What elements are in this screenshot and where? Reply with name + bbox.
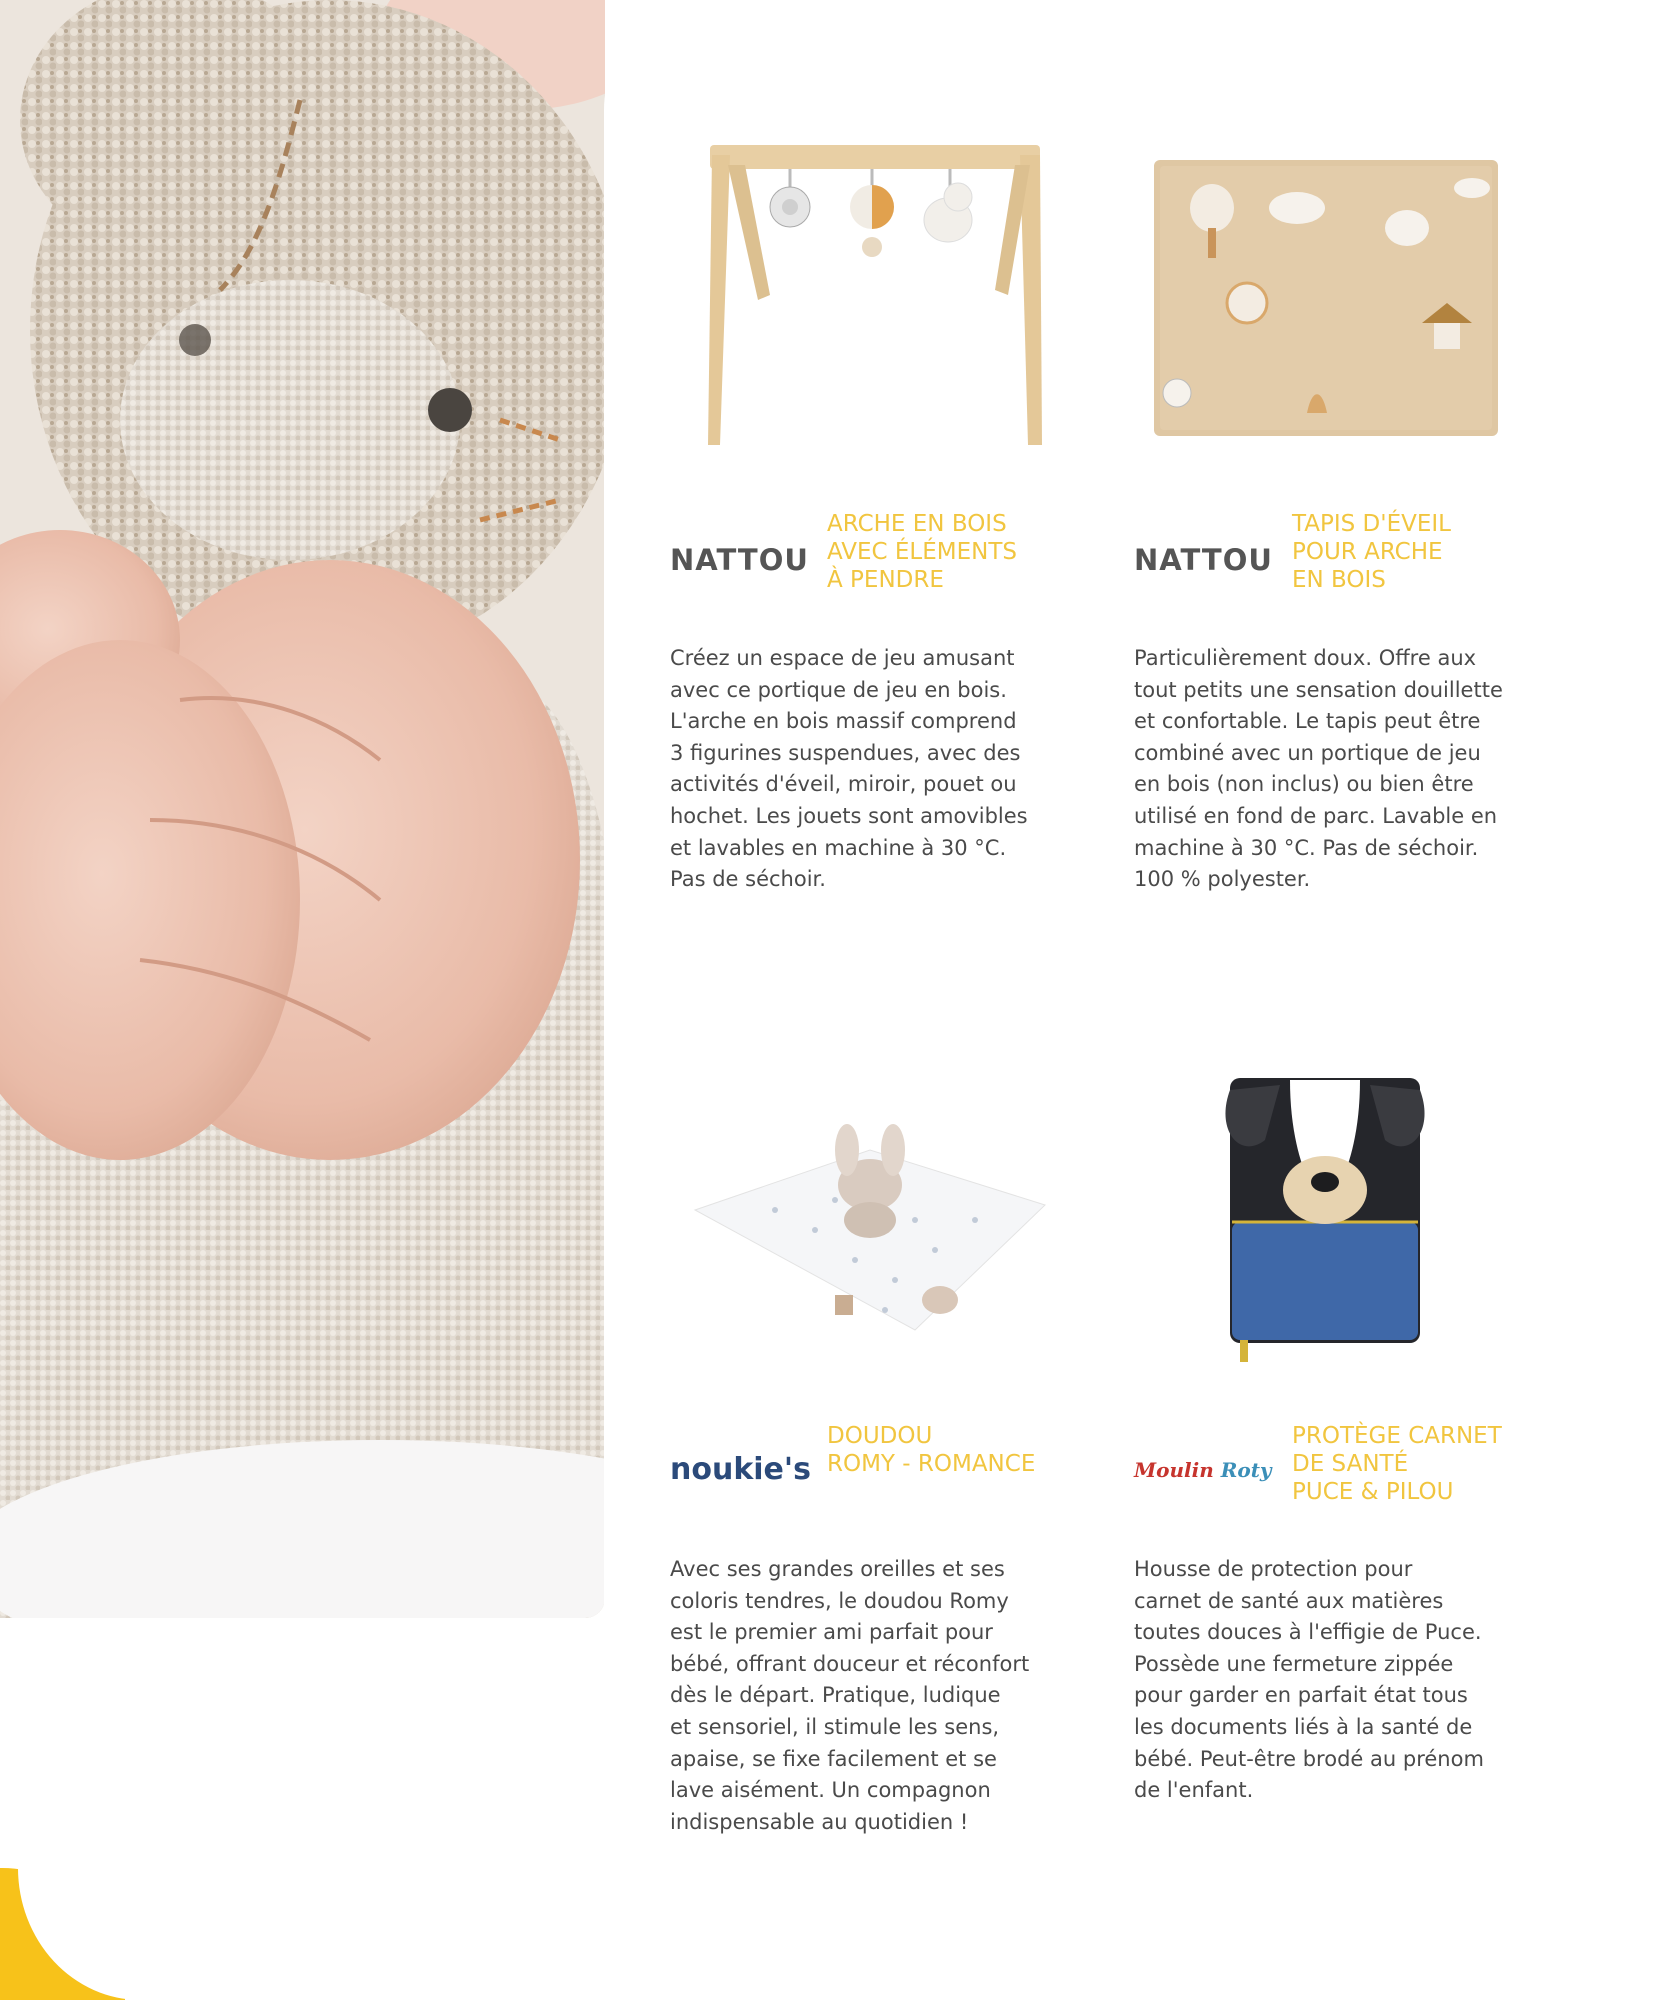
product-title-doudou [827, 1422, 1035, 1478]
description-line: avec ce portique de jeu en bois. [670, 677, 1007, 702]
description-line: L'arche en bois massif comprend [670, 709, 1017, 734]
product-description-health-book-cover [1134, 1554, 1554, 1807]
title-line: ARCHE EN BOIS [827, 511, 1007, 537]
description-line: bébé. Peut-être brodé au prénom [1134, 1746, 1484, 1771]
description-line: dès le départ. Pratique, ludique [670, 1683, 1001, 1708]
product-description-play-mat [1134, 643, 1554, 896]
hero-photo [0, 0, 605, 1618]
product-image-play-mat [1152, 158, 1500, 440]
description-line: 100 % polyester. [1134, 867, 1311, 892]
description-line: et lavables en machine à 30 °C. [670, 835, 1007, 860]
description-line: bébé, offrant douceur et réconfort [670, 1651, 1030, 1676]
title-line: TAPIS D'ÉVEIL [1292, 511, 1451, 537]
description-line: de l'enfant. [1134, 1778, 1254, 1803]
description-line: Avec ses grandes oreilles et ses [670, 1557, 1005, 1581]
description-line: machine à 30 °C. Pas de séchoir. [1134, 835, 1479, 860]
brand-logo-nattou: NATTOU [670, 543, 809, 577]
brand-logo-part: Moulin [1134, 1458, 1214, 1482]
product-title-play-mat [1292, 510, 1451, 594]
product-description-play-arch [670, 643, 1090, 896]
product-image-doudou [685, 1110, 1055, 1335]
description-line: pour garder en parfait état tous [1134, 1683, 1468, 1708]
description-line: lave aisément. Un compagnon [670, 1778, 991, 1803]
product-title-health-book-cover [1292, 1422, 1502, 1506]
description-line: Housse de protection pour [1134, 1557, 1413, 1581]
description-line: hochet. Les jouets sont amovibles [670, 803, 1028, 828]
description-line: activités d'éveil, miroir, pouet ou [670, 772, 1017, 797]
yellow-corner-decoration [0, 1868, 125, 2000]
description-line: apaise, se fixe facilement et se [670, 1746, 997, 1771]
description-line: et confortable. Le tapis peut être [1134, 709, 1481, 734]
description-line: Possède une fermeture zippée [1134, 1651, 1454, 1676]
title-line: À PENDRE [827, 567, 944, 593]
description-line: Créez un espace de jeu amusant [670, 646, 1015, 670]
description-line: 3 figurines suspendues, avec des [670, 740, 1021, 765]
description-line: est le premier ami parfait pour [670, 1620, 993, 1645]
brand-logo-noukies: noukie's [670, 1452, 811, 1487]
title-line: PUCE & PILOU [1292, 1479, 1454, 1505]
description-line: les documents liés à la santé de [1134, 1714, 1473, 1739]
description-line: carnet de santé aux matières [1134, 1588, 1444, 1613]
brand-logo-nattou: NATTOU [1134, 543, 1273, 577]
title-line: ROMY - ROMANCE [827, 1451, 1036, 1477]
title-line: POUR ARCHE [1292, 539, 1443, 565]
title-line: DE SANTÉ [1292, 1451, 1409, 1477]
title-line: AVEC ÉLÉMENTS [827, 539, 1018, 565]
description-line: en bois (non inclus) ou bien être [1134, 772, 1474, 797]
description-line: Pas de séchoir. [670, 867, 826, 892]
brand-logo-moulin-roty [1134, 1458, 1272, 1482]
description-line: utilisé en fond de parc. Lavable en [1134, 803, 1498, 828]
description-line: coloris tendres, le doudou Romy [670, 1588, 1009, 1613]
product-image-play-arch [690, 135, 1055, 455]
title-line: EN BOIS [1292, 567, 1386, 593]
product-description-doudou [670, 1554, 1090, 1838]
description-line: toutes douces à l'effigie de Puce. [1134, 1620, 1482, 1645]
product-title-play-arch [827, 510, 1017, 594]
brand-logo-part: Roty [1220, 1458, 1272, 1482]
title-line: PROTÈGE CARNET [1292, 1423, 1502, 1449]
description-line: et sensoriel, il stimule les sens, [670, 1714, 1000, 1739]
description-line: tout petits une sensation douillette [1134, 677, 1503, 702]
title-line: DOUDOU [827, 1423, 933, 1449]
product-image-health-book-cover [1220, 1070, 1435, 1370]
description-line: combiné avec un portique de jeu [1134, 740, 1481, 765]
description-line: indispensable au quotidien ! [670, 1809, 969, 1834]
description-line: Particulièrement doux. Offre aux [1134, 646, 1477, 670]
